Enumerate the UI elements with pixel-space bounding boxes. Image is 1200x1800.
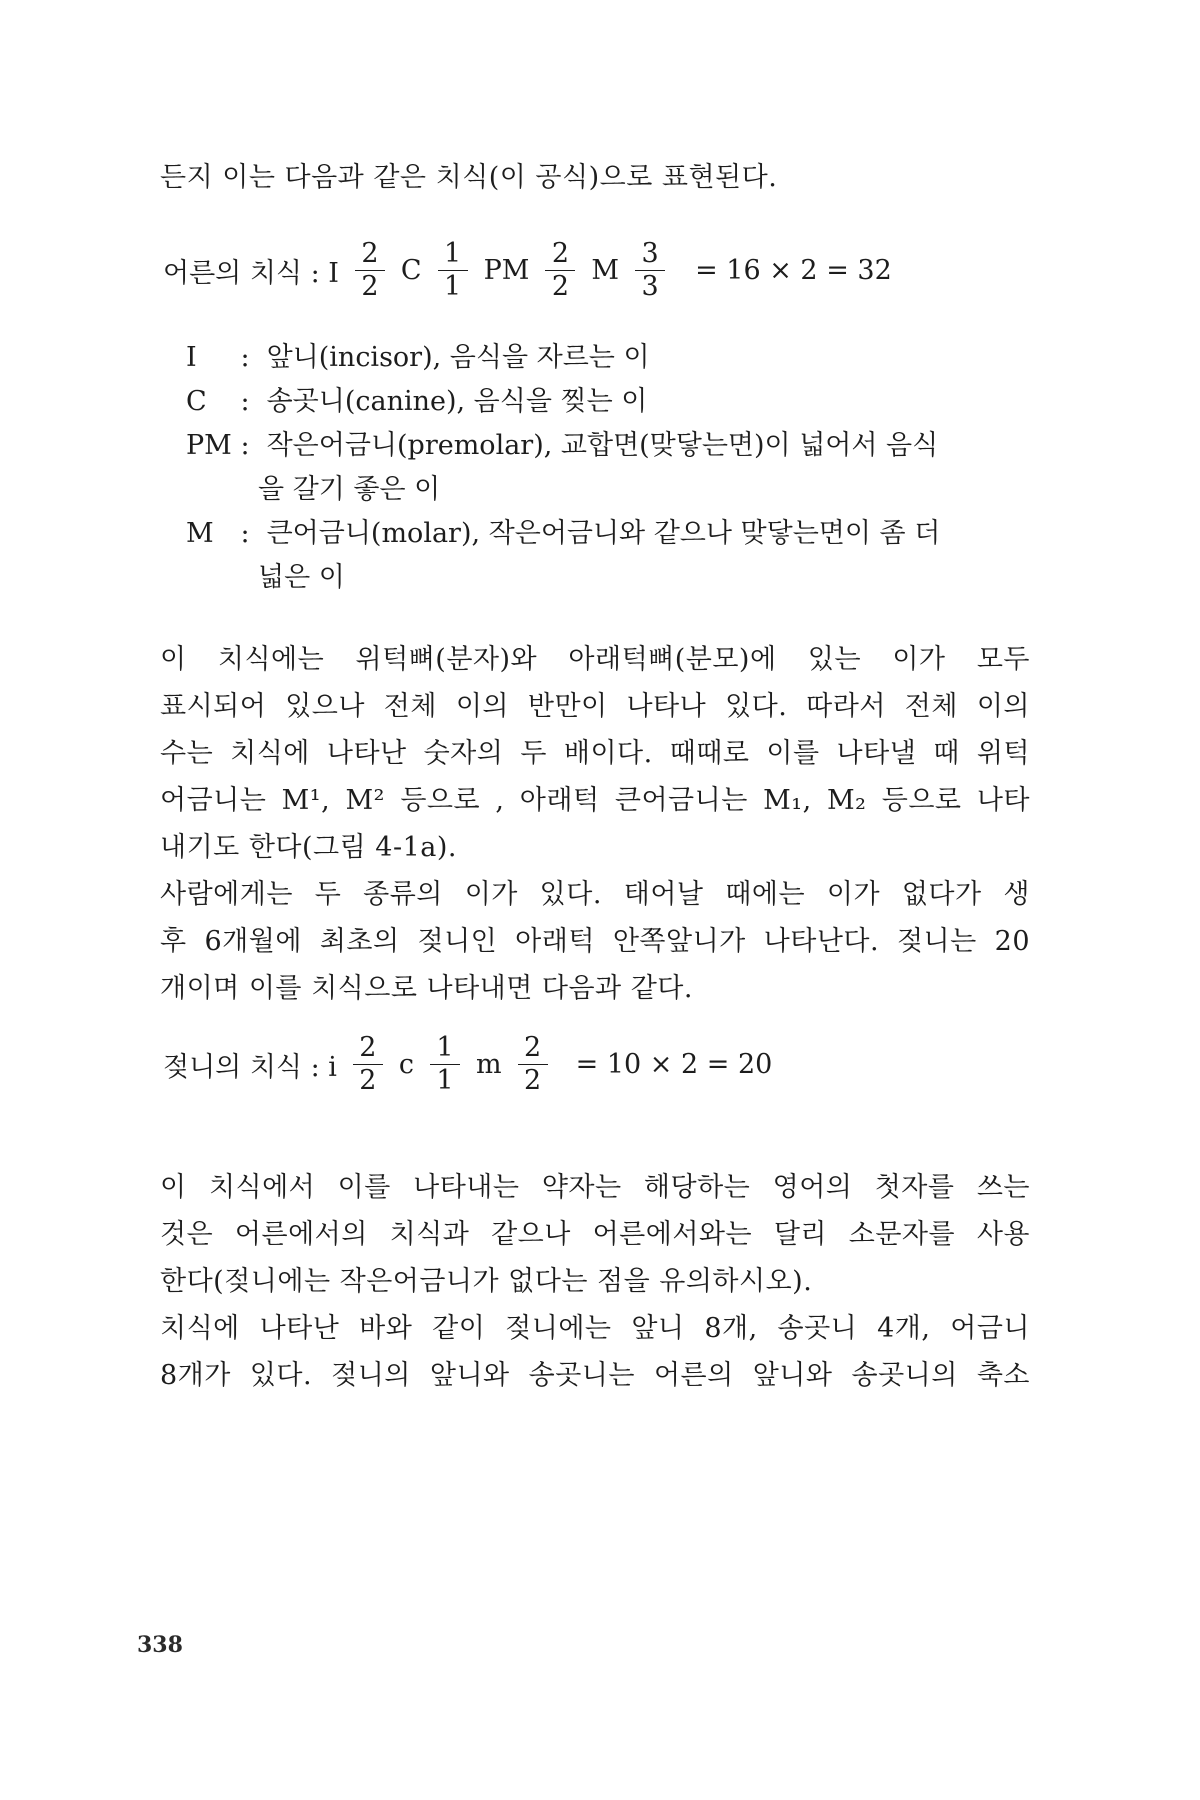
adult-molar-fraction [635,238,665,303]
definition-premolar-continued: 을 갈기 좋은 이 [258,474,441,505]
adult-formula-label: 어른의 치식 : I [163,258,339,289]
canine-symbol: C [400,255,422,286]
adult-incisor-fraction [355,238,385,303]
child-canine-fraction [430,1032,460,1097]
fraction-denominator: 1 [436,1065,454,1096]
paragraph-line: 한다(젖니에는 작은어금니가 없다는 점을 유의하시오). [160,1266,813,1297]
colon: : [240,430,250,461]
fraction-denominator: 2 [524,1065,542,1096]
definition-incisor [186,338,650,378]
fraction-denominator: 2 [361,271,379,302]
definition-canine [186,382,647,422]
definition-key: M [186,518,214,549]
paragraph-line: 사람에게는 두 종류의 이가 있다. 태어날 때에는 이가 없다가 생 [160,879,1030,910]
definition-key: I [186,342,197,373]
paragraph-line: 내기도 한다(그림 4-1a). [160,832,457,863]
canine-symbol: c [398,1049,415,1080]
adult-formula-result: = 16 × 2 = 32 [695,255,892,286]
fraction-denominator: 2 [359,1065,377,1096]
paragraph-line: 이 치식에서 이를 나타내는 약자는 해당하는 영어의 첫자를 쓰는 [160,1172,1030,1203]
molar-symbol: m [476,1049,502,1080]
adult-canine-fraction [438,238,468,303]
definition-text: 앞니(incisor), 음식을 자르는 이 [266,342,650,373]
fraction-denominator: 2 [551,271,570,302]
paragraph-line: 것은 어른에서의 치식과 같으나 어른에서와는 달리 소문자를 사용 [160,1219,1030,1250]
paragraph-line: 개이며 이를 치식으로 나타내면 다음과 같다. [160,973,693,1004]
paragraph-line: 8개가 있다. 젖니의 앞니와 송곳니는 어른의 앞니와 송곳니의 축소 [160,1360,1030,1391]
paragraph-line: 이 치식에는 위턱뼈(분자)와 아래턱뼈(분모)에 있는 이가 모두 [160,644,1030,675]
adult-dental-formula [163,238,900,303]
definition-premolar [186,426,938,466]
fraction-numerator: 2 [361,238,379,269]
definition-molar-continued: 넓은 이 [258,562,345,593]
fraction-numerator: 1 [436,1032,454,1063]
fraction-numerator: 2 [359,1032,377,1063]
colon: : [240,518,250,549]
colon: : [240,386,250,417]
definition-text: 큰어금니(molar), 작은어금니와 같으나 맞닿는면이 좀 더 [266,518,941,549]
page-number: 338 [137,1632,183,1658]
fraction-denominator: 1 [444,271,462,302]
adult-premolar-fraction [545,238,575,303]
molar-symbol: M [591,255,620,286]
fraction-numerator: 3 [641,238,659,269]
child-formula-result: = 10 × 2 = 20 [575,1049,773,1080]
definition-text: 작은어금니(premolar), 교합면(맞닿는면)이 넓어서 음식 [266,430,939,461]
child-incisor-fraction [353,1032,383,1097]
child-dental-formula [163,1032,780,1097]
premolar-symbol: PM [483,255,530,286]
paragraph-line: 어금니는 M¹, M² 등으로 , 아래턱 큰어금니는 M₁, M₂ 등으로 나타 [160,785,1030,816]
definition-text: 송곳니(canine), 음식을 찢는 이 [266,386,648,417]
definition-molar [186,514,940,554]
fraction-denominator: 3 [641,271,659,302]
paragraph-line: 후 6개월에 최초의 젖니인 아래턱 안쪽앞니가 나타난다. 젖니는 20 [160,926,1030,957]
definition-key: PM [186,430,232,461]
definition-key: C [186,386,207,417]
fraction-numerator: 2 [551,238,570,269]
child-formula-label: 젖니의 치식 : i [163,1052,337,1083]
paragraph-line: 치식에 나타난 바와 같이 젖니에는 앞니 8개, 송곳니 4개, 어금니 [160,1313,1030,1344]
fraction-numerator: 1 [444,238,462,269]
intro-line: 든지 이는 다음과 같은 치식(이 공식)으로 표현된다. [160,162,778,193]
child-molar-fraction [518,1032,548,1097]
paragraph-line: 표시되어 있으나 전체 이의 반만이 나타나 있다. 따라서 전체 이의 [160,691,1030,722]
colon: : [240,342,250,373]
fraction-numerator: 2 [524,1032,542,1063]
paragraph-line: 수는 치식에 나타난 숫자의 두 배이다. 때때로 이를 나타낼 때 위턱 [160,738,1030,769]
